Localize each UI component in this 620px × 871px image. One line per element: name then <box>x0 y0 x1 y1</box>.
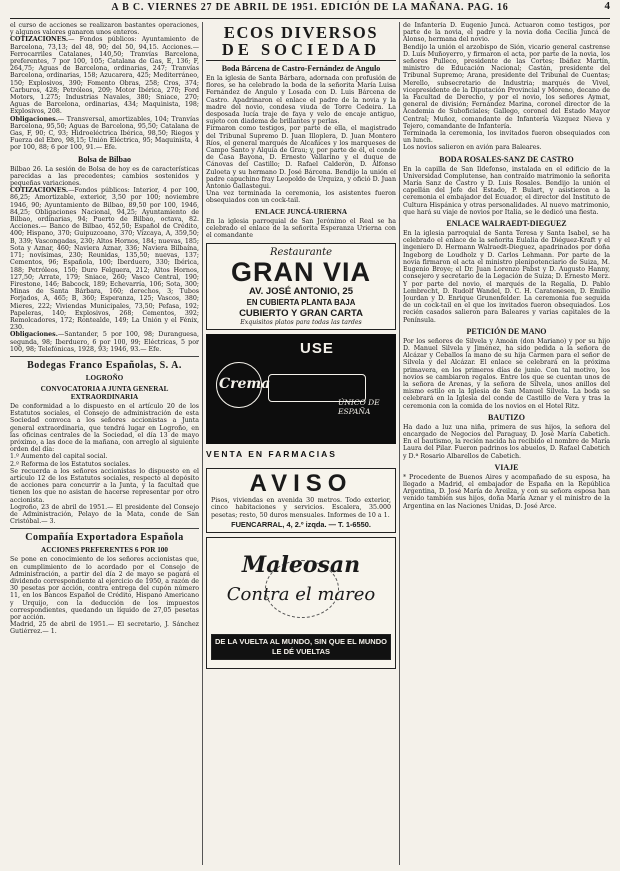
convocatoria-text: De conformidad a lo dispuesto en el artículo 20 de los Estatutos sociales, el Consejo de administración de esta Sociedad convoca a los señores accionistas a Junta general extraordinaria, que tendrá lugar en Logroño, en las oficinas centrales de la Sociedad, el día 13 de mayo próximo, a las doce de la mañana, con arreglo al siguiente orden del día: <box>10 402 199 454</box>
boda2-text: En la capilla de San Ildefonso, instalada en el edificio de la Universidad Complutense, han contraído matrimonio la señorita María Sanz de Castro y D. Luis Rosales. Bendijo la unión el capellán del Jefe del Estado, P. Bulart, y asistieron a la ceremonia el embajador del Ecuador, el director del Instituto de Cultura Hispánica y otras personalidades. Al nuevo matrimonio, que hará su viaje de novios por Italia, se le dedicó una fiesta. <box>403 165 610 216</box>
ecos-rule <box>206 60 396 61</box>
bautizo-title: BAUTIZO <box>488 412 525 422</box>
bodegas-title: Bodegas Franco Españolas, S. A. <box>27 359 182 371</box>
quotes-text: — Fondos públicos: Ayuntamiento de Barcelona, 73,13; del 48, 90; del 50, 94,15. Acciones.— Ferrocarriles Catalanes, 140,50; Tranvías Barcelona, preferentes, 7 por 100, 105; Catalana de Gas, E, 136; F, 264,75; Aguas de Barcelona, ordinarias, 247; Tranvías Barcelona, ordinarias, 158; Azucarera, 425; Mediterráneo, 150; Explosivos, 390; Fomento Obras, 258; Cros, 374; Carburos, 428; Petróleos, 209; Motor Ibérica, 270; Ford Motors, 1.275; Industrias Navales, 380; Sniace, 270; Aguas de Barcelona, ordinarias, 434; Maquinista, 198; Explosivos, 208. <box>10 36 199 116</box>
viaje-text: * Procedente de Buenos Aires y acompañado de su esposa, ha llegado a Madrid, el embajador de España en la República Argentina, D. José María de Areilza, y con su señora esposa han venido también sus hijos, doña María Aznar y el ministro de la Argentina en las Naciones Unidas, D. José Arce. <box>403 473 610 510</box>
peticion-text: Por los señores de Silvela y Amoán (don Mariano) y por su hijo D. Manuel Silvela y Jiménez, ha sido pedida a la señora de Alcázar y Ceballos la mano de su hija Carmen para el señor de Silvela y del Alcázar. El enlace se celebrará en la próxima primavera, en los primeros días de junio. Con tal motivo, los novios se cambiaron regalos. Entre los que se cuentan unos de la señora de Arenas, y la señora de Silvela, unos anillos del mismo estilo en la Iglesia de San Manuel Silvela. La boda se celebrará en la Iglesia del conde de Castillo de Vera y tras la ceremonia con la comida de los novios en el Hotel Ritz. <box>403 337 610 410</box>
boda1-text-2: Firmaron como testigos, por parte de ella, el magistrado del Tribunal Supremo D. Juan Illoplera, D. Juan Montero Ríos, el general marqués de Alcañices y los marqueses de Campo Santo y Alquía de Grau; y, por parte de él, el conde de Casa Bayona, D. Ernesto Vallarino y el duque de Cánovas del Castillo; D. Rafael Calderón, D. Alfonso Zuloeta y su hermano D. José Bárcena. Bendijo la unión el padre capuchino fray Leopoldo de Urquiza, y ofició D. Juan Antonio Gallastegui. <box>206 125 396 191</box>
ad-gv-menu: CUBIERTO Y GRAN CARTA <box>239 308 363 320</box>
boda1-title: Boda Bárcena de Castro-Fernández de Angulo <box>221 64 381 73</box>
ad-aviso-text: Pisos, viviendas en avenida 30 metros. Todo exterior, cinco habitaciones y servicios. Escalera, 35.000 pesetas; resto, 50 duros mensuales. Informes de 10 a 1. <box>211 497 391 519</box>
col3-text-4: Los novios salieron en avión para Baleares. <box>403 144 542 152</box>
ad-use-logo: Crema <box>219 376 271 393</box>
ad-restaurante-gran-via <box>206 243 396 330</box>
col3-text-3: Terminada la ceremonia, los invitados fueron obsequiados con un lunch. <box>403 130 610 145</box>
bonds-heading-2: Obligaciones. <box>10 331 58 339</box>
enlace2-title: ENLACE WALRAEDT-DIEGUEZ <box>446 219 567 229</box>
column-rule-2 <box>399 22 400 865</box>
page-number: 4 <box>604 0 610 12</box>
compania-title: Compañía Exportadora Española <box>25 532 184 544</box>
ad-gv-name: GRAN VIA <box>230 257 371 288</box>
enlace1-title: ENLACE JUNCÁ-URIERNA <box>254 207 348 216</box>
boda1-text-3: Una vez terminada la ceremonia, los asistentes fueron obsequiados con un cock-tail. <box>206 190 396 205</box>
ad-maleo-slogan: Contra el mareo <box>226 583 376 605</box>
orden-item-1: 1.º Aumento del capital social. <box>10 453 108 461</box>
quotes-text-2: —Fondos públicos: Interior, 4 por 100, 86,25; Amortizable, exterior, 3,50 por 100; noviembre 1946, 90; Ayuntamiento de Bilbao, 89,50 por 100, 1946, 84,25; Obligaciones Nacional, 94,25; Ayuntamiento de Bilbao, ordinarias, 94; Puerto de Bilbao, octava, 82. Acciones.— Banco de Bilbao, 452,50; Español de Crédito, 400; Hispano, 370; Guipuzcoano, 370; Vizcaya, A, 359,50; B, 339; Vascongadas, 230; Altos Hornos, 184; nuevas, 185; Sota y Aznar, 460; Naviera Aznar, 336; Naviera Bilbaína, 171; novísimas, 230; Reunidas, 135,50; nuevas, 137; Cementos, 96; Española, 100; Iberduero, 330; Ibérica, 188; Petróleos, 150; Duro Felguera, 212; Altos Hornos, 127,50; Arrate, 179; Sniace, 260; Vasco Central, 190; Firestone, 146; Babcock, 189; Echevarría, 106; Sota, 300; Minas de Santa Bárbara, 160; derechos, 3; Tubos Forjados, A, 465; B, 360; Esperanza, 125; Vascos, 380; Mieres, 222; Viviendas Municipales, 73,50; Pefasa, 192; Papeleras, 140; Explosivos, 268; Cementos, 392; Remolcadores, 172; Rontealde, 149; La Unión y el Fénix, 230. <box>10 187 199 332</box>
peticion-title: PETICIÓN DE MANO <box>466 326 547 336</box>
column-3 <box>403 22 610 865</box>
ad-aviso-title: AVISO <box>249 470 353 498</box>
ecos-subtitle: DE SOCIEDAD <box>221 40 381 59</box>
recuerdo-text: Se recuerda a los señores accionistas lo dispuesto en el artículo 12 de los Estatutos sociales, respecto al depósito de acciones para concurrir a la Junta, y la facultad que tienen los que no asistan de hacerse representar por otro accionista. <box>10 467 199 504</box>
bonds-barcelona <box>10 116 199 152</box>
ad-use-crema <box>206 334 396 464</box>
col3-text-2: Bendijo la unión el arzobispo de Sión, vicario general castrense D. Luis Muñoyerro, y firmaron el acta, por parte de la novia, los señores Pulleco, presidente de las Cortes; Ibáñez Martín, ministro de Educación Nacional; Castán, presidente del Tribunal Supremo; Arana, presidente del Tribunal de Cuentas; Merello, subsecretario de Industria; marqués de Vivel, vicepresidente de la Diputación Provincial y Moreno, decano de la Facultad de Derecho, y por el novio, los señores Aymat, general de división; Fernández Marina, coronel director de la Academia de Suboficiales; Gallego, coronel del Estado Mayor Central; Muñoz, comandante de Infantería Vázquez Nieva y Tejero, comandante de Infantería. <box>403 43 610 130</box>
ad-maleosan <box>206 537 396 669</box>
bonds-text: — Transversal, amortizables, 104; Tranvías Barcelona, 95,50; Aguas de Barcelona, 95,50; Catalana de Gas, F, 90; C, 93; Hidroeléctrica Ibérica, 98,50; Riegos y Fuerza del Ebro, 98,15; Unión Eléctrica, 95; Maquinista, 4 por 100, 88; 6 por 100, 91.— Efe. <box>10 115 199 152</box>
divider <box>10 528 199 529</box>
quotes-heading: COTIZACIONES. <box>10 36 69 44</box>
bonds-heading: Obligaciones. <box>10 115 58 123</box>
ad-gv-tagline: Exquisitos platos para todas las tardes <box>240 319 362 327</box>
column-rule-1 <box>202 22 203 865</box>
ad-gv-floor: EN CUBIERTA PLANTA BAJA <box>246 298 356 308</box>
convocatoria-title: CONVOCATORIA A JUNTA GENERAL EXTRAORDINARIA <box>40 384 169 401</box>
masthead <box>10 2 610 19</box>
stock-quotes-bilbao <box>10 187 199 331</box>
orden-item-2: 2.º Reforma de los Estatutos sociales. <box>10 460 131 468</box>
ad-aviso-address: FUENCARRAL, 4, 2.º izqda. — T. 1-6550. <box>231 519 371 529</box>
viaje-title: VIAJE <box>494 462 519 472</box>
bodegas-city: LOGROÑO <box>85 373 124 382</box>
ad-gv-address: AV. JOSÉ ANTONIO, 25 <box>248 286 353 298</box>
enlace1-text: En la iglesia parroquial de San Jerónimo el Real se ha celebrado el enlace de la señorita Esperanza Urierna con el comandante <box>206 217 396 240</box>
col3-text-1: de Infantería D. Eugenio Juncá. Actuaron como testigos, por parte de la novia, el padre y la novia doña Cecilia Juncá de Alonso, hermana del novio. <box>403 22 610 44</box>
stock-quotes-barcelona <box>10 36 199 115</box>
boda2-title: BODA ROSALES-SANZ DE CASTRO <box>439 154 574 164</box>
stock-intro: el curso de acciones se realizaron bastantes operaciones, y algunos valores ganaron unos enteros. <box>10 22 199 37</box>
divider <box>10 356 199 357</box>
ad-maleo-brand: Maleosan <box>241 551 361 578</box>
ad-aviso <box>206 468 396 533</box>
boda1-text-1: En la iglesia de Santa Bárbara, adornada con profusión de flores, se ha celebrado la boda de la señorita María Luisa Fernández de Angulo y Losada con D. Luis Bárcena de Castro. Apadrinaron el enlace el padre de la novia y la madre del novio, condesa viuda de Torre Cedeira. La desposada lucía traje de faya y velo de encaje antiguo, sujeto con diadema de brillantes y perlas. <box>206 75 396 126</box>
quotes-heading-2: COTIZACIONES. <box>10 187 69 195</box>
ad-use-brand: USE <box>300 340 334 358</box>
masthead-text: A B C. VIERNES 27 DE ABRIL DE 1951. EDICIÓN DE LA MAÑANA. PAG. 16 <box>111 2 509 13</box>
bolsa-bilbao-text: Bilbao 26. La sesión de Bolsa de hoy es de características parecidas a las precedentes; cambios sostenidos y pequeñas variaciones. <box>10 165 199 188</box>
bonds-bilbao <box>10 331 199 353</box>
ecos-title: ECOS DIVERSOS <box>223 23 379 42</box>
bautizo-text: Ha dado a luz una niña, primera de sus hijos, la señora del encargado de Negocios del Paraguay, D. José María Cabetich. En el bautismo, la recién nacida ha recibido el nombre de María Laura del Pilar. Fueron padrinos los abuelos, D. Rafael Cabetich y D.ª Rosario Albarellos de Cabetich. <box>403 423 610 460</box>
acciones-title: ACCIONES PREFERENTES 6 POR 100 <box>41 546 168 555</box>
compania-text: Se pone en conocimiento de los señores accionistas que, en cumplimiento de lo acordado por el Consejo de Administración, a partir del día 2 de mayo se pagará el dividendo correspondiente al ejercicio de 1950, a razón de 30 pesetas por acción, contra entrega del cupón número 11, en los Bancos Español de Crédito, Hispano Americano y Urquijo, con la deducción de los impuestos correspondientes, quedando un líquido de 27,05 pesetas por acción. <box>10 556 199 622</box>
compania-signature: Madrid, 25 de abril de 1951.— El secretario, J. Sánchez Gutiérrez.— 1. <box>10 621 199 636</box>
ad-gv-script: Restaurante <box>269 247 333 259</box>
bonds-text-2: —Santander, 5 por 100, 98; Duranguesa, segunda, 98; Iberduero, 6 por 100, 99; Eléctricas, 5 por 100, 98; Telefónicas, 1928, 93; 1946, 93.— Efe. <box>10 331 199 353</box>
column-2 <box>206 22 396 865</box>
bodegas-signature: Logroño, 23 de abril de 1951.— El presidente del Consejo de Administración, Pelayo de la Mata, conde de San Cristóbal.— 3. <box>10 503 199 526</box>
enlace2-text: En la iglesia parroquial de Santa Teresa y Santa Isabel, se ha celebrado el enlace de la señorita Eulalia de Diéguez-Kraft y el ingeniero D. Hermann Walraedt-Dieguez, apadrinados por doña Ingeborg de Loudholz y D. Carlos Lehmann. Por parte de la novia firmaron el acta el ministro plenipotenciario de Suiza, M. Eugenio Broye; el Dr. Juan Lorenzo Pabst y D. Augusto Hanny, consejero y secretario de la Legación de Suiza; D. Ernesto Merz. Y por parte del novio, el marqués de la Regalía, D. Pablo Lembrecht, D. Rudolf Wandel, D. C. H. Caratenesen, D. Emilio Jourdan y D. Enrique Grunenfelder. La ceremonia fue seguida de un cock-tail en el que los invitados fueron obsequiados. Los recién casados salieron para Baleares y varias capitales de la Península. <box>403 230 610 324</box>
column-1 <box>10 22 199 865</box>
ad-maleo-strip: DE LA VUELTA AL MUNDO, SIN QUE EL MUNDO LE DÉ VUELTAS <box>211 634 391 660</box>
bolsa-bilbao-title: Bolsa de Bilbao <box>78 154 131 164</box>
ad-use-band: VENTA EN FARMACIAS <box>206 444 396 464</box>
ad-use-tagline: ÚNICO DE ESPAÑA <box>338 398 380 417</box>
